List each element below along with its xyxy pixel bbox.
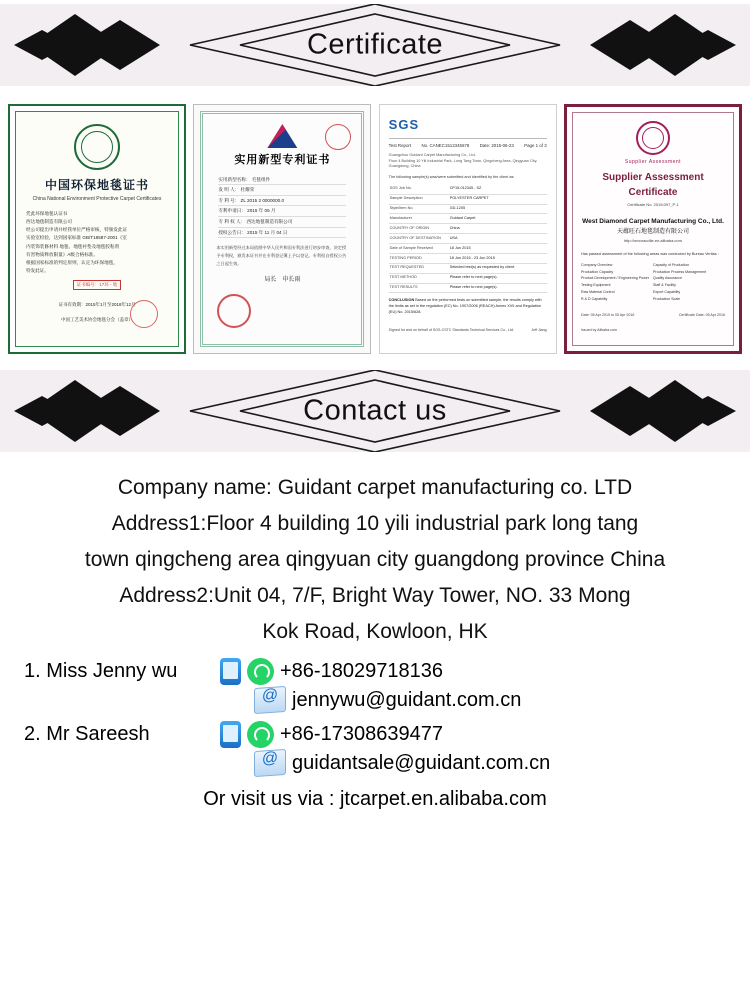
cert4-item: Capacity of Production <box>652 262 690 267</box>
contact-details <box>0 456 750 811</box>
cert4-issuer: Issued by Alibaba.com <box>580 328 617 333</box>
table-row <box>389 244 547 254</box>
whatsapp-icon <box>247 658 274 685</box>
cell-value: POLYESTER CARPET <box>449 194 547 204</box>
contact-person-1-email-row <box>10 687 740 713</box>
cert2-row: 实用新型名称： 毛毯组件 <box>218 175 346 186</box>
cert4-title: Supplier Assessment Certificate <box>602 171 704 198</box>
sgs-report-no: No. CANEC1512345678 <box>421 142 470 148</box>
cert4-item: Company Overview <box>580 262 613 267</box>
cell-value: Guidant Carpet <box>449 214 547 224</box>
sgs-client-address: Floor 4 Building 10 Yili Industrial Park, Long Tang Town, Qingcheng Area, Qingyuan City, Guangdong, China <box>388 158 538 169</box>
cell-key: COUNTRY OF DESTINATION <box>389 234 449 244</box>
cell-key: Date of Sample Received <box>389 244 449 254</box>
cert1-title-en: China National Environment Protective Carpet Certificates <box>32 196 162 202</box>
cert4-valid: Certificate Date: 05 Apr 2016 <box>678 312 725 317</box>
certificate-banner <box>0 0 750 90</box>
certificate-banner-title: Certificate <box>306 28 444 61</box>
sgs-date: Date: 2015-06-23 <box>479 142 514 148</box>
cert4-item: Production Process Management <box>652 269 707 274</box>
cell-value: GD-1205 <box>449 204 547 214</box>
cert1-line: 实验室检验，达到国家标准 GB/T18587-2001《室 <box>26 235 127 241</box>
cert4-item: Production Capacity <box>580 269 614 274</box>
cert4-item: Raw Material Control <box>580 289 615 294</box>
contact-person-1-email[interactable]: jennywu@guidant.com.cn <box>292 688 522 711</box>
whatsapp-icon <box>247 721 274 748</box>
cert4-top-label: Supplier Assessment <box>624 159 682 165</box>
contact-person-1-name: 1. Miss Jenny wu <box>24 660 178 682</box>
cert1-line: 根据国家标准的判定原则，认定为环保地毯， <box>26 260 118 266</box>
cert4-number: Certificate No. 2015:097_P-1 <box>627 201 679 207</box>
cert4-item: Testing Equipment <box>580 283 611 288</box>
cert4-company-en: West Diamond Carpet Manufacturing Co., Ltd. <box>582 217 724 225</box>
cell-key: COUNTRY OF ORIGIN <box>389 224 449 234</box>
table-row <box>389 204 547 214</box>
patent-red-stamp-icon <box>217 294 251 328</box>
cert4-item: Staff & Facility <box>652 283 676 288</box>
phone-icon <box>220 721 241 748</box>
table-row <box>389 194 547 204</box>
table-row <box>389 273 547 283</box>
cert1-line: 西达地毯制造有限公司 <box>26 218 72 224</box>
cell-value: Please refer to next page(s). <box>449 273 547 283</box>
cell-key: Manufacturer <box>389 214 449 224</box>
cert1-line: 有害物质释放限量》A级合格标准。 <box>26 251 98 257</box>
cert1-number: 证书编号：17环 - 地 <box>73 280 122 291</box>
table-row <box>389 253 547 263</box>
certificate-sgs-test-report[interactable] <box>379 104 557 354</box>
table-row <box>389 263 547 273</box>
contact-person-2-name: 2. Mr Sareesh <box>24 723 150 745</box>
cert4-date: Date: 05 Apr 2015 to 05 Apr 2016 <box>580 312 635 317</box>
cert2-sign: 局长 申长雨 <box>264 277 301 284</box>
sgs-note: The following sample(s) was/were submitted and identified by the client as: <box>388 175 515 180</box>
cert1-line: 特发此证。 <box>26 268 49 274</box>
cert1-line: 凭此环保地毯认证书 <box>26 210 68 216</box>
env-badge-icon <box>74 124 120 170</box>
cert2-row: 专利申请日： 2015 年 05 月 <box>218 206 346 217</box>
sgs-details-table <box>389 185 547 294</box>
cell-key: TEST RESULTS <box>389 283 449 293</box>
cert4-item: R & D Capability <box>580 296 608 301</box>
email-icon <box>254 749 286 777</box>
cell-value: 18 Jun 2015 <box>449 244 547 254</box>
contact-person-2-email[interactable]: guidantsale@guidant.com.cn <box>292 751 551 774</box>
cert2-row: 发 明 人： 杜耀荣 <box>218 185 346 196</box>
contact-person-2 <box>10 721 740 748</box>
contact-person-1 <box>10 658 740 685</box>
contact-banner <box>0 366 750 456</box>
sgs-logo: SGS <box>389 115 547 139</box>
address1-line-2: town qingcheng area qingyuan city guangdong province China <box>84 548 666 571</box>
red-stamp-icon <box>130 300 158 328</box>
certificate-china-env-carpet[interactable] <box>8 104 186 354</box>
patent-seal-icon <box>325 124 351 150</box>
cell-key: Sample Description <box>389 194 449 204</box>
cell-key: TEST METHOD <box>389 273 449 283</box>
contact-person-1-phone[interactable]: +86-18029718136 <box>280 660 443 682</box>
sgs-conclusion-text: Based on the performed tests on submitted sample, the results comply with the limits as set in the regulation (EC) No. 1907/2006 (REACH) Annex XVII and Regulation (EU) No. 2015/628. <box>388 298 542 314</box>
cert1-validity: 证书有效期：2015年1月至2018年12月 <box>58 302 136 308</box>
cert1-line: 内装饰装修材料 地毯、地毯衬垫及地毯胶粘剂 <box>26 243 120 249</box>
assessment-badge-icon <box>636 121 670 155</box>
table-row <box>389 214 547 224</box>
cell-value: USA <box>449 234 547 244</box>
cert2-row: 专 利 号： ZL 2015 2 0000000.0 <box>218 196 346 207</box>
phone-icon <box>220 658 241 685</box>
contact-person-2-phone[interactable]: +86-17308639477 <box>280 723 443 745</box>
email-icon <box>254 686 286 714</box>
address2-line-2: Kok Road, Kowloon, HK <box>262 620 488 643</box>
cert4-item: Export Capability <box>652 289 681 294</box>
sgs-signature: Jeff Jiang <box>531 327 547 332</box>
table-row <box>389 224 547 234</box>
cert1-issuer: 中国工艺美术协会地毯分会（盖章） <box>61 317 133 323</box>
patent-logo-icon <box>267 124 297 148</box>
address2-line-1: Address2:Unit 04, 7/F, Bright Way Tower, NO. 33 Mong <box>119 584 631 607</box>
visit-line[interactable]: Or visit us via : jtcarpet.en.alibaba.com <box>203 788 547 810</box>
sgs-conclusion-label: CONCLUSION <box>388 298 415 303</box>
cert2-paragraph: 本实用新型经过本局依照中华人民共和国专利法进行初步审查，决定授予专利权，颁发本证书并在专利登记簿上予以登记。专利权自授权公告之日起生效。 <box>216 245 347 267</box>
cert2-title-cn: 实用新型专利证书 <box>234 154 331 166</box>
cell-key: TEST REQUESTED <box>389 263 449 273</box>
cert4-website[interactable]: http://wvcnaodile.en.alibaba.com <box>623 237 682 243</box>
cert4-item: Production Scale <box>652 296 681 301</box>
certificate-supplier-assessment[interactable] <box>564 104 742 354</box>
cell-key: TESTING PERIOD <box>389 253 449 263</box>
cert4-lead: Has passed assessment of the following areas was conducted by Bureau Veritas : <box>580 251 719 256</box>
certificates-row <box>0 90 750 366</box>
cert4-company-cn: 天蕴旺石地毯制造有限公司 <box>616 229 689 236</box>
sgs-client: Guangzhou Guidant Carpet Manufacturing Co., Ltd. <box>388 153 476 158</box>
cell-value: Please refer to next page(s). <box>449 283 547 293</box>
cell-key: SGS Job No. <box>389 185 449 194</box>
cell-value: China <box>449 224 547 234</box>
cell-value: Selected test(s) as requested by client. <box>449 263 547 273</box>
certificate-utility-model-patent[interactable] <box>193 104 371 354</box>
contact-person-2-email-row <box>10 750 740 776</box>
sgs-page: Page 1 of 3 <box>524 142 547 148</box>
cell-value: CP15-012345 - SZ <box>449 185 547 194</box>
address1-line-1: Address1:Floor 4 building 10 yili industrial park long tang <box>111 512 639 535</box>
company-name-line: Company name: Guidant carpet manufacturing co. LTD <box>117 476 633 499</box>
cert4-item: Product Development / Engineering Power <box>580 276 649 281</box>
sgs-signed-for: Signed for and on behalf of SGS-CSTC Standards Technical Services Co., Ltd. <box>388 327 515 332</box>
table-row <box>389 185 547 194</box>
cert1-line: 经公司提出申请并经我单位严格审核，特颁发此证 <box>26 227 128 233</box>
table-row <box>389 283 547 293</box>
cert1-title-cn: 中国环保地毯证书 <box>44 178 149 192</box>
cell-value: 18 Jun 2015 - 23 Jun 2015 <box>449 253 547 263</box>
sgs-heading: Test Report <box>388 142 412 148</box>
cert4-item: Quality Assurance <box>652 276 682 281</box>
cert2-row: 授权公告日： 2015 年 11 月 04 日 <box>218 228 346 239</box>
cell-key: Style/Item No. <box>389 204 449 214</box>
cert2-row: 专 利 权 人： 西达地毯制造有限公司 <box>218 217 346 228</box>
contact-banner-title: Contact us <box>303 394 447 427</box>
table-row <box>389 234 547 244</box>
